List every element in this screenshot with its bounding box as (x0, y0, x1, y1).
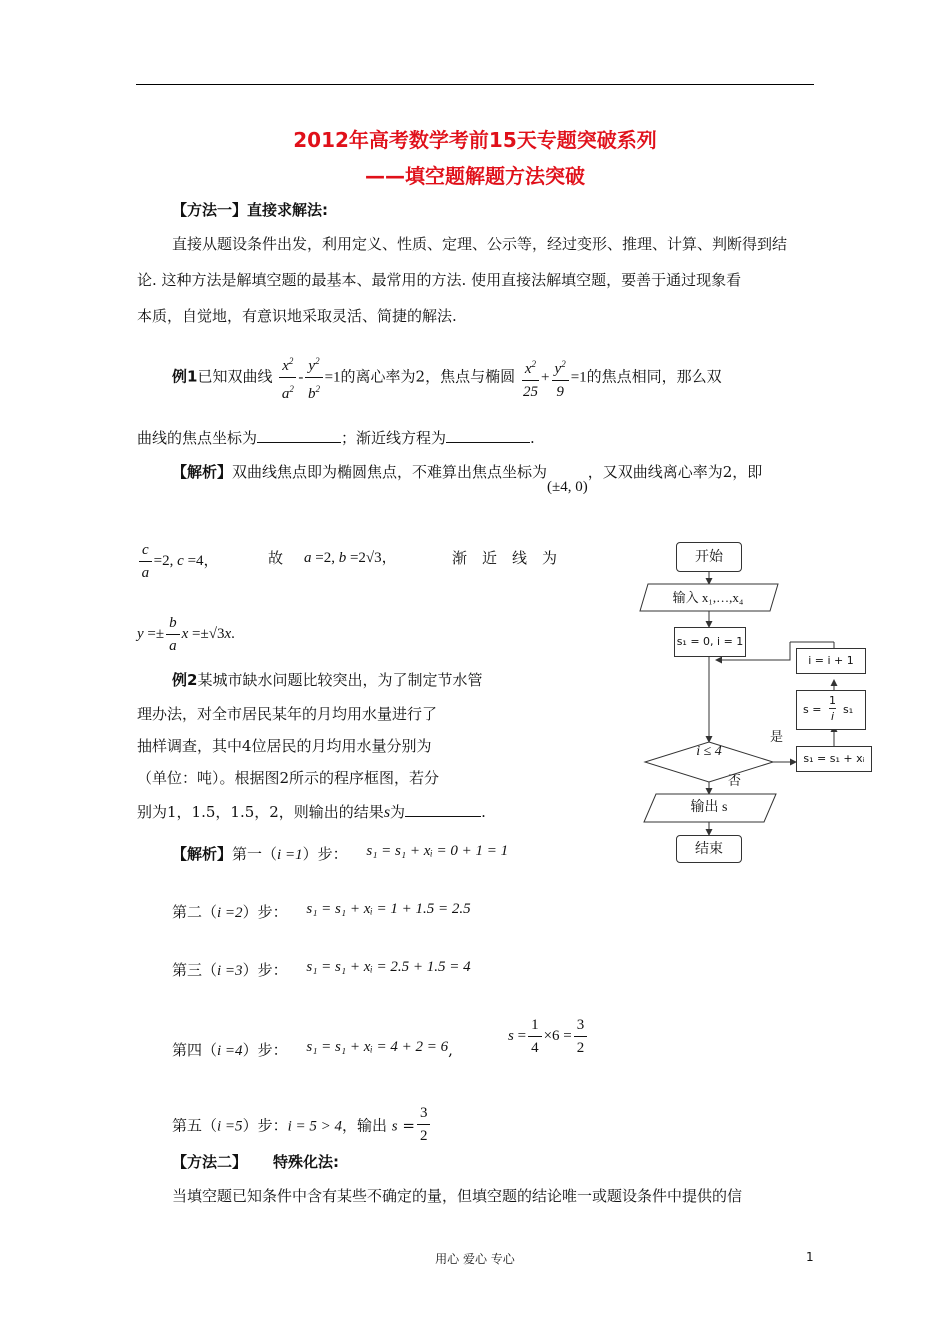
flowchart-no: 否 (728, 774, 742, 789)
example1-sol-text: 双曲线焦点即为椭圆焦点，不难算出焦点坐标为 (232, 463, 548, 481)
flowchart-input-label: 输入 x₁,…,x₄ (672, 590, 744, 605)
step-2-tail: ）步： (242, 903, 288, 921)
step-3 (172, 960, 471, 981)
example2-line1 (172, 670, 482, 690)
top-rule (136, 84, 814, 85)
flowchart-condition: i ≤ 4 (696, 744, 722, 759)
step-3-eq: s₁ = s₁ + xᵢ = 2.5 + 1.5 = 4 (306, 959, 471, 975)
example1-text-b: 的离心率为2，焦点与椭圆 (340, 367, 516, 386)
hyperbola-frac-x: $\frac{x^2}{a^2}$ (279, 350, 296, 405)
step-5-tail: ）步： (242, 1116, 288, 1135)
method1-heading: 【方法一】直接求解法: (172, 201, 328, 219)
answer-blank-output[interactable] (405, 802, 481, 817)
answer-blank-foci[interactable] (257, 428, 341, 443)
flowchart-update-s-label: s = (803, 703, 822, 716)
flowchart-end: 结束 (676, 835, 742, 863)
ellipse-frac-y: $\frac{y^2}{9}$ (552, 353, 569, 403)
example2-line2: 理办法，对全市居民某年的月均用水量进行了 (137, 705, 438, 723)
step-2-label: 第二（ (172, 903, 218, 921)
flowchart-update-s-tail: s₁ (843, 703, 854, 716)
example1-solution-line (172, 462, 763, 495)
eccentricity-eq: $\frac{c}{a}$ =2, c =4， (137, 538, 219, 584)
example1-line1: 例1已知双曲线 $\frac{x^2}{a^2}$ - $\frac{y^2}{b^2}$ =1的离心率为2，焦点与椭圆 $\frac{x^2}{25}$ + $\frac{y^2}{9}$ =1的焦点相同，那么双 (172, 350, 722, 405)
example1-lead: 例1 (172, 367, 198, 386)
ellipse-frac-x: $\frac{x^2}{25}$ (522, 353, 539, 403)
example1-sol-mid: 故 (268, 549, 284, 567)
flowchart-output-label: 输出 s (690, 800, 728, 815)
step-4-tail: ）步： (242, 1041, 288, 1059)
step-5-eq: i = 5 > 4 (287, 1118, 342, 1135)
step-4-s-result: s = $\frac{1}{4}$ ×6 = $\frac{3}{2}$ (508, 1014, 589, 1059)
step-5: 第五（i =5）步：i = 5 > 4，输出 s = $\frac{3}{2}$ (172, 1104, 432, 1149)
step-3-i: i =3 (217, 963, 243, 979)
answer-blank-asymptote[interactable] (446, 428, 530, 443)
step-4-label: 第四（ (172, 1041, 218, 1059)
hyperbola-frac-y: $\frac{y^2}{b^2}$ (305, 350, 322, 405)
flowchart-start: 开始 (676, 542, 742, 572)
asymptote-eq: y =± $\frac{b}{a}$ x =±√3x. (137, 612, 235, 657)
example2-line4: （单位：吨）。根据图2所示的程序框图，若分 (137, 769, 440, 787)
step-1-label: 第一（ (232, 845, 278, 863)
page-number: 1 (806, 1250, 814, 1264)
example1-line2 (137, 428, 535, 448)
method1-para-line2: 论. 这种方法是解填空题的最基本、最常用的方法. 使用直接法解填空题，要善于通过现象看 (137, 271, 742, 289)
flowchart-update-s1: s₁ = s₁ + xᵢ (796, 746, 872, 772)
step-2-eq: s₁ = s₁ + xᵢ = 1 + 1.5 = 2.5 (306, 901, 471, 917)
method1-para-line1: 直接从题设条件出发，利用定义、性质、定理、公示等，经过变形、推理、计算、判断得到结 (172, 235, 788, 253)
example1-sol-text2: ，又双曲线离心率为2，即 (587, 463, 763, 481)
step-1-i: i =1 (277, 847, 303, 863)
example1-text-c: 的焦点相同，那么双 (586, 367, 722, 386)
example2-sol-label: 【解析】 (172, 845, 233, 863)
title-line2: ——填空题解题方法突破 (365, 164, 585, 188)
method1-para-line3: 本质，自觉地，有意识地采取灵活、简捷的解法. (137, 307, 457, 325)
footer-slogan: 用心 爱心 专心 (435, 1252, 515, 1266)
example2-line5-end: . (481, 803, 486, 821)
step-3-label: 第三（ (172, 961, 218, 979)
example1-line2-end: . (530, 429, 535, 447)
foci-coordinate: (±4, 0) (547, 479, 588, 495)
example1-text-a: 已知双曲线 (197, 367, 273, 386)
example2-line3: 抽样调查，其中4位居民的月均用水量分别为 (137, 737, 432, 755)
method2-heading (172, 1152, 339, 1172)
flowchart-update-i: i = i + 1 (796, 648, 866, 674)
method2-para-line1: 当填空题已知条件中含有某些不确定的量，但填空题的结论唯一或题设条件中提供的信 (172, 1187, 743, 1205)
flowchart-yes: 是 (770, 730, 784, 745)
example2-line5-a: 别为1，1.5，1.5，2，则输出的结果 (137, 803, 384, 821)
step-1-eq: s₁ = s₁ + xᵢ = 0 + 1 = 1 (366, 843, 509, 859)
step-5-i: i =5 (217, 1118, 243, 1135)
method2-heading-b: 特殊化法: (273, 1153, 340, 1171)
example2-lead: 例2 (172, 671, 198, 689)
step-1 (172, 844, 508, 865)
flowchart-update-s: s = 1 i s₁ (796, 690, 866, 730)
step-2 (172, 902, 471, 923)
step-4: 第四（i =4）步： s₁ = s₁ + xᵢ = 4 + 2 = 6, (172, 1039, 453, 1059)
example2-line5-b: 为 (390, 803, 406, 821)
step-4-eq: s₁ = s₁ + xᵢ = 4 + 2 = 6 (306, 1039, 449, 1055)
example2-line1-text: 某城市缺水问题比较突出，为了制定节水管 (197, 671, 483, 689)
example2-line5: 别为1，1.5，1.5，2，则输出的结果s为 . (137, 803, 486, 821)
step-4-i: i =4 (217, 1043, 243, 1059)
step-5-out: ，输出 (342, 1116, 388, 1135)
example1-line2-a: 曲线的焦点坐标为 (137, 429, 258, 447)
example1-sol-label: 【解析】 (172, 463, 233, 481)
example1-line2-b: ；渐近线方程为 (341, 429, 447, 447)
method2-heading-a: 【方法二】 (172, 1153, 248, 1171)
step-3-tail: ）步： (242, 961, 288, 979)
title-line1: 2012年高考数学考前15天专题突破系列 (293, 128, 657, 152)
step-2-i: i =2 (217, 905, 243, 921)
ab-values: a =2, b =2√3， (304, 550, 397, 566)
flowchart-init: s₁ = 0, i = 1 (674, 627, 746, 657)
step-1-tail: ）步： (302, 845, 348, 863)
example1-sol-asym: 渐 近 线 为 (452, 549, 558, 567)
step-5-label: 第五（ (172, 1116, 218, 1135)
